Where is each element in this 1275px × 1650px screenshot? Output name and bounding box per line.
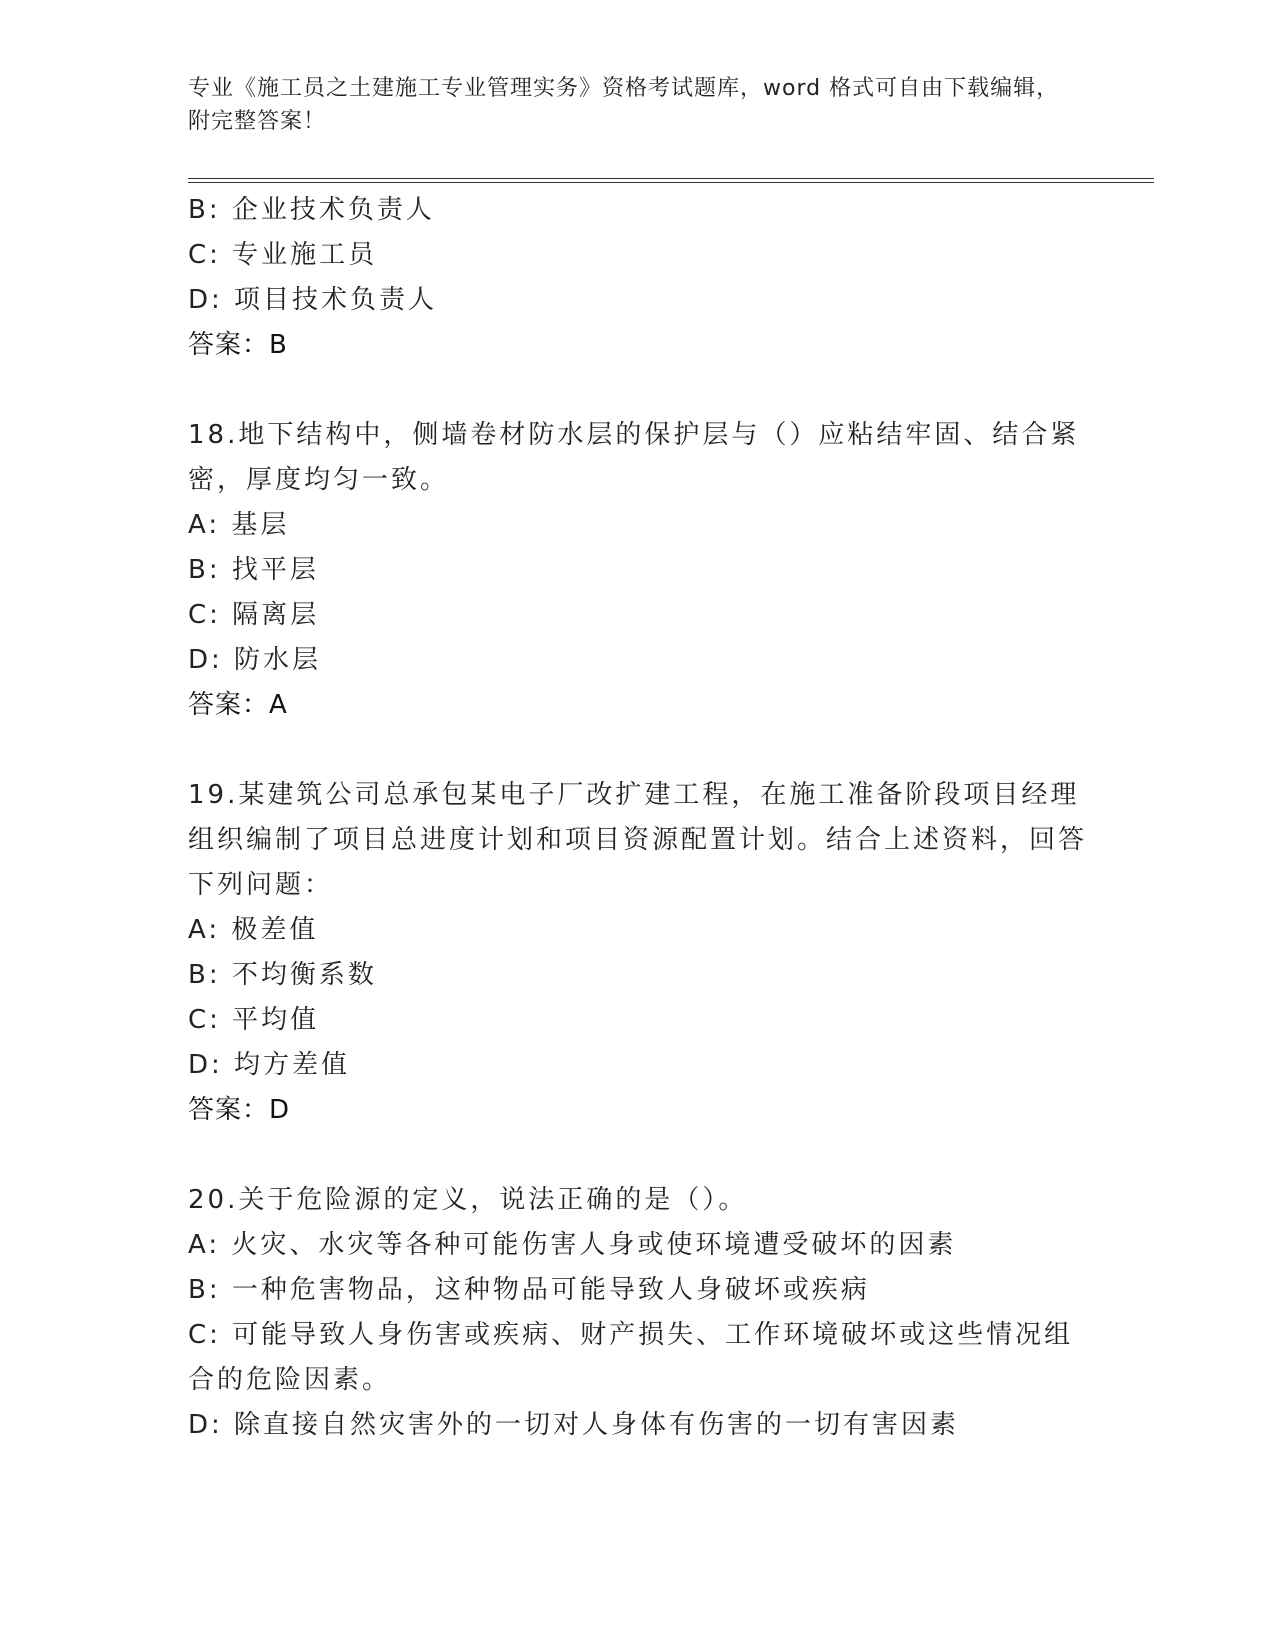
spacer: [188, 368, 1088, 413]
spacer: [188, 1133, 1088, 1178]
option-c: C: 可能导致人身伤害或疾病、财产损失、工作环境破坏或这些情况组合的危险因素。: [188, 1320, 1074, 1395]
question-block-18: [188, 413, 1088, 728]
option-d: D: 均方差值: [188, 1050, 351, 1080]
option-d: D: 防水层: [188, 645, 322, 675]
option-b: B: 一种危害物品，这种物品可能导致人身破坏或疾病: [188, 1275, 870, 1305]
question-block-20: [188, 1178, 1088, 1448]
header-divider: [188, 178, 1154, 183]
question-list: [188, 188, 1088, 1448]
question-block-19: [188, 773, 1088, 1133]
question-text: 19.某建筑公司总承包某电子厂改扩建工程，在施工准备阶段项目经理组织编制了项目总进度计划和项目资源配置计划。结合上述资料，回答下列问题：: [188, 780, 1088, 900]
option-c: C: 专业施工员: [188, 240, 378, 270]
option-b: B: 找平层: [188, 555, 319, 585]
question-block-17: [188, 188, 1088, 368]
option-b: B: 企业技术负责人: [188, 195, 435, 225]
option-a: A: 火灾、水灾等各种可能伤害人身或使环境遭受破坏的因素: [188, 1230, 957, 1260]
option-a: A: 极差值: [188, 915, 319, 945]
option-c: C: 隔离层: [188, 600, 320, 630]
option-c: C: 平均值: [188, 1005, 320, 1035]
answer-line: 答案：B: [188, 330, 288, 360]
option-b: B: 不均衡系数: [188, 960, 377, 990]
spacer: [188, 728, 1088, 773]
option-a: A: 基层: [188, 510, 290, 540]
page-header: 专业《施工员之土建施工专业管理实务》资格考试题库，word 格式可自由下载编辑，附完整答案！: [188, 76, 1060, 134]
question-text: 18.地下结构中，侧墙卷材防水层的保护层与（）应粘结牢固、结合紧密，厚度均匀一致。: [188, 420, 1080, 495]
question-text: 20.关于危险源的定义，说法正确的是（）。: [188, 1185, 748, 1215]
answer-line: 答案：D: [188, 1095, 291, 1125]
option-d: D: 除直接自然灾害外的一切对人身体有伤害的一切有害因素: [188, 1410, 960, 1440]
answer-line: 答案：A: [188, 690, 288, 720]
option-d: D: 项目技术负责人: [188, 285, 438, 315]
